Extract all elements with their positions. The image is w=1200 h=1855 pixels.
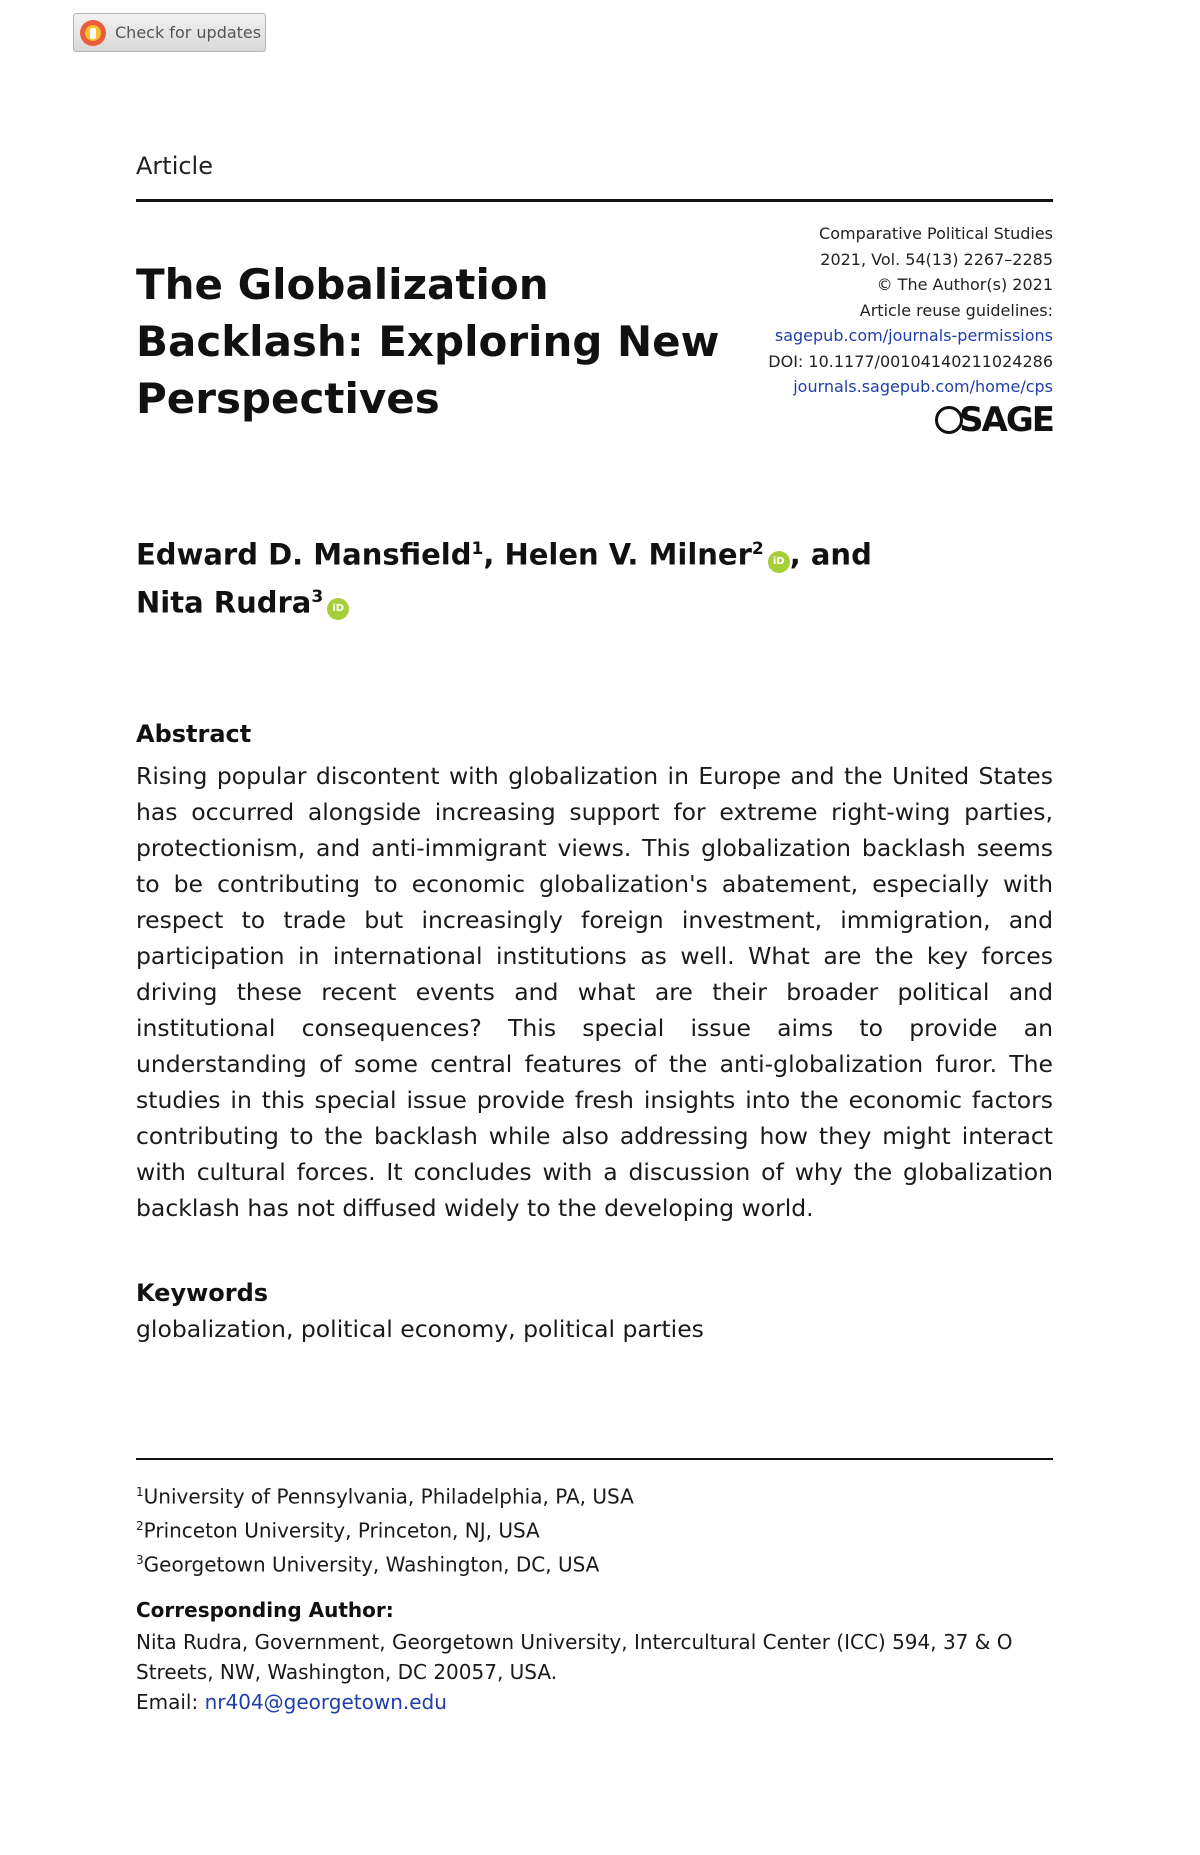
crossmark-icon	[80, 20, 106, 46]
journal-name: Comparative Political Studies	[819, 224, 1053, 243]
author-separator: ,	[483, 537, 505, 572]
author-name: Nita Rudra	[136, 585, 312, 620]
copyright-notice: © The Author(s) 2021	[876, 275, 1053, 294]
keywords-heading: Keywords	[136, 1279, 269, 1307]
abstract-heading: Abstract	[136, 720, 252, 748]
affiliation-text: Princeton University, Princeton, NJ, USA	[143, 1518, 540, 1543]
corresponding-author-heading: Corresponding Author:	[136, 1598, 394, 1622]
email-link[interactable]: nr404@georgetown.edu	[204, 1690, 447, 1714]
check-for-updates-label: Check for updates	[115, 23, 262, 42]
article-title: The Globalization Backlash: Exploring New Perspectives	[136, 260, 720, 423]
corresponding-author-address: Nita Rudra, Government, Georgetown University, Intercultural Center (ICC) 594, 37 & O Streets, NW, Washington, DC 20057, USA.	[136, 1630, 1013, 1684]
orcid-icon[interactable]: iD	[327, 598, 349, 620]
author-separator: , and	[789, 537, 872, 572]
header-rule	[136, 199, 1053, 202]
affiliation-item	[136, 1546, 634, 1580]
volume-info: 2021, Vol. 54(13) 2267–2285	[820, 249, 1053, 269]
author-affiliation-marker: 3	[311, 586, 324, 607]
affiliations	[136, 1478, 634, 1580]
affiliation-number: 3	[136, 1553, 144, 1568]
affiliation-item	[136, 1478, 634, 1512]
author-list	[136, 528, 1036, 623]
author-name: Edward D. Mansfield	[136, 537, 472, 572]
sage-logo-text: SAGE	[959, 400, 1053, 440]
affiliation-item	[136, 1512, 634, 1546]
doi: DOI: 10.1177/00104140211024286	[768, 351, 1053, 371]
author-name: Helen V. Milner	[504, 537, 752, 572]
reuse-guidelines-label: Article reuse guidelines:	[859, 300, 1053, 320]
sage-logo-icon	[935, 406, 963, 434]
affiliation-text: University of Pennsylvania, Philadelphia, PA, USA	[143, 1484, 634, 1509]
email-label: Email:	[136, 1690, 199, 1714]
author-affiliation-marker: 2	[751, 539, 764, 559]
journal-homepage-link[interactable]: journals.sagepub.com/home/cps	[793, 377, 1053, 396]
orcid-icon[interactable]: iD	[768, 551, 790, 573]
journal-info	[768, 221, 1053, 400]
affiliation-number: 1	[136, 1485, 144, 1499]
permissions-link[interactable]: sagepub.com/journals-permissions	[774, 326, 1053, 345]
footnote-rule	[136, 1458, 1053, 1460]
sage-logo	[935, 400, 1053, 440]
affiliation-number: 2	[136, 1519, 144, 1534]
check-for-updates-button[interactable]	[73, 13, 266, 52]
article-type-label: Article	[136, 152, 213, 180]
email-line	[136, 1687, 1053, 1717]
author-affiliation-marker: 1	[471, 539, 484, 559]
abstract-text: Rising popular discontent with globalization in Europe and the United States has occurred alongside increasing support for extreme right-wing parties, protectionism, and anti-immigrant views. This globalization backlash seems to be contributing to economic globalization's abatement, especially with respect to trade but increasingly foreign investment, immigration, and participation in international institutions as well. What are the key forces driving these recent events and what are their broader political and institutional consequences? This special issue aims to provide an understanding of some central features of the anti-globalization furor. The studies in this special issue provide fresh insights into the economic factors contributing to the backlash while also addressing how they might interact with cultural forces. It concludes with a discussion of why the globalization backlash has not diffused widely to the developing world.	[136, 762, 1053, 1222]
affiliation-text: Georgetown University, Washington, DC, USA	[143, 1552, 600, 1577]
keywords-text: globalization, political economy, political parties	[136, 1315, 704, 1343]
corresponding-author-details	[136, 1627, 1053, 1717]
